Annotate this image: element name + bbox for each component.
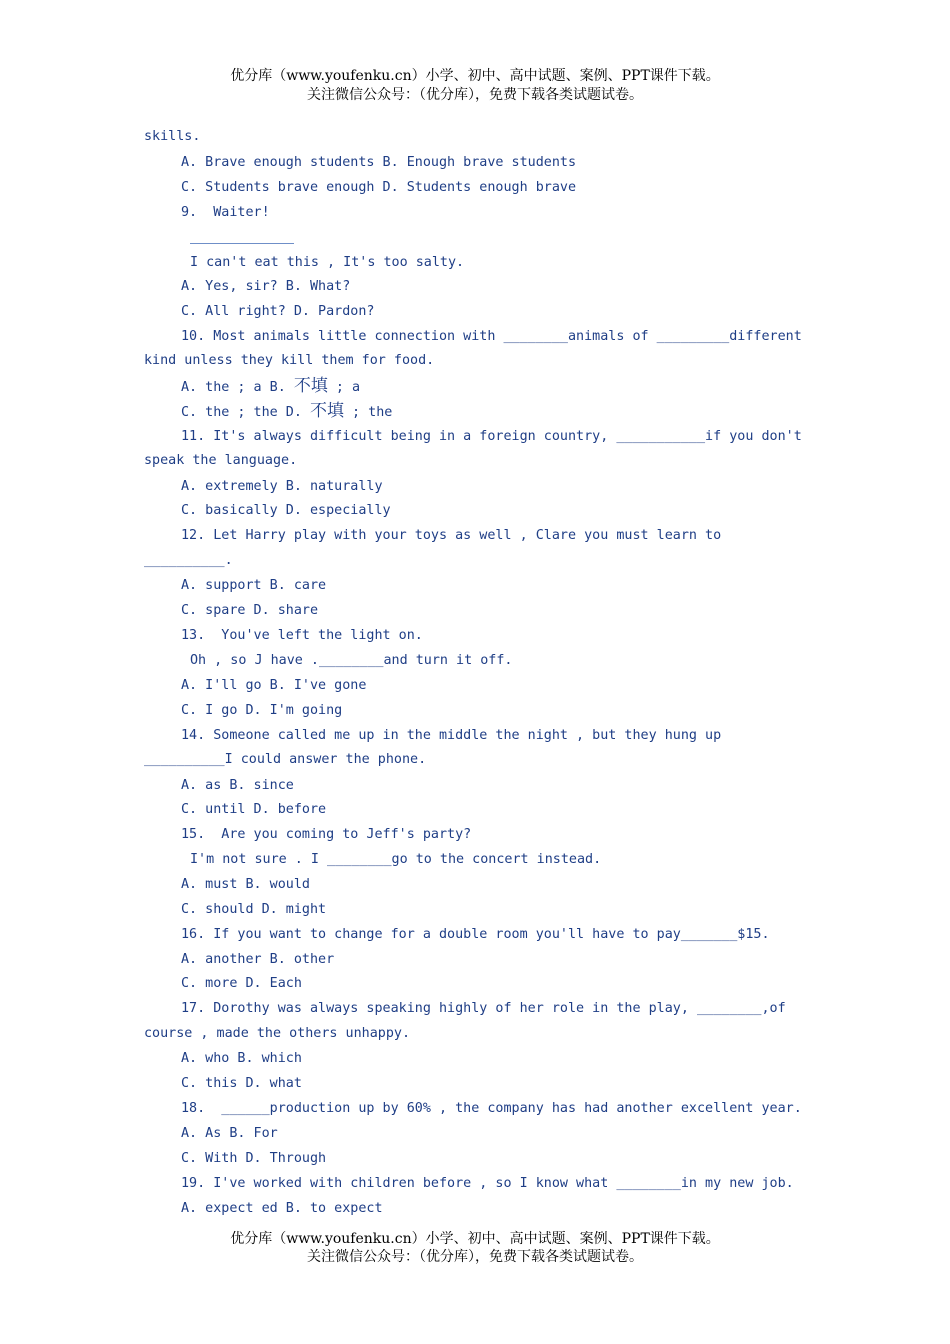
question-10: 10. Most animals little connection with ________animals of _________different: [181, 329, 802, 344]
option-text-cjk: 不填: [310, 401, 344, 421]
question-11: 11. It's always difficult being in a foreign country, ___________if you don't: [181, 429, 802, 444]
question-15: 15. Are you coming to Jeff's party?: [181, 827, 472, 842]
option-line: C. I go D. I'm going: [181, 703, 343, 718]
option-line: C. All right? D. Pardon?: [181, 304, 375, 319]
footer-line-2: 关注微信公众号：（优分库），免费下载各类试题试卷。: [307, 1249, 643, 1265]
option-line: A. expect ed B. to expect: [181, 1201, 383, 1216]
option-line: [181, 402, 392, 422]
header-line-1: 优分库（www.youfenku.cn）小学、初中、高中试题、案例、PPT课件下载。: [230, 68, 720, 84]
dialogue-line: I can't eat this , It's too salty.: [190, 255, 465, 270]
text-line: __________I could answer the phone.: [144, 752, 427, 767]
option-line: C. spare D. share: [181, 603, 319, 618]
question-13: 13. You've left the light on.: [181, 628, 423, 643]
option-line: C. Students brave enough D. Students enough brave: [181, 180, 577, 195]
option-line: A. As B. For: [181, 1126, 278, 1141]
text-line: speak the language.: [144, 453, 298, 468]
option-line: A. another B. other: [181, 952, 335, 967]
text-line: kind unless they kill them for food.: [144, 353, 435, 368]
header-line-2: 关注微信公众号：（优分库），免费下载各类试题试卷。: [307, 87, 643, 103]
option-line: A. extremely B. naturally: [181, 479, 383, 494]
option-line: C. this D. what: [181, 1076, 302, 1091]
option-text: ; a: [327, 380, 361, 395]
question-12: 12. Let Harry play with your toys as well , Clare you must learn to: [181, 528, 722, 543]
text-line: skills.: [144, 129, 201, 144]
option-line: A. Yes, sir? B. What?: [181, 279, 351, 294]
option-text-cjk: 不填: [293, 376, 328, 396]
footer-line-1: 优分库（www.youfenku.cn）小学、初中、高中试题、案例、PPT课件下载。: [230, 1231, 720, 1247]
question-19: 19. I've worked with children before , so I know what ________in my new job.: [181, 1176, 794, 1191]
question-9: 9. Waiter!: [181, 205, 270, 220]
option-line: A. who B. which: [181, 1051, 302, 1066]
option-line: C. basically D. especially: [181, 503, 391, 518]
question-16: 16. If you want to change for a double room you'll have to pay_______$15.: [181, 927, 770, 942]
question-17: 17. Dorothy was always speaking highly of her role in the play, ________,of: [181, 1001, 786, 1016]
option-line: C. more D. Each: [181, 976, 302, 991]
answer-blank-line: [190, 243, 294, 244]
option-line: A. Brave enough students B. Enough brave students: [181, 155, 577, 170]
option-text: ; the: [344, 405, 393, 420]
question-14: 14. Someone called me up in the middle the night , but they hung up: [181, 728, 722, 743]
option-line: A. as B. since: [181, 778, 294, 793]
text-line: course , made the others unhappy.: [144, 1026, 411, 1041]
dialogue-line: Oh , so J have .________and turn it off.: [190, 653, 513, 668]
option-line: [181, 377, 360, 397]
option-text: C. the ; the D.: [181, 405, 310, 420]
question-18: 18. ______production up by 60% , the company has had another excellent year.: [181, 1101, 802, 1116]
option-line: A. support B. care: [181, 578, 327, 593]
dialogue-line: I'm not sure . I ________go to the concert instead.: [190, 852, 602, 867]
option-text: A. the ; a B.: [181, 380, 294, 395]
option-line: C. until D. before: [181, 802, 327, 817]
option-line: C. With D. Through: [181, 1151, 327, 1166]
option-line: A. must B. would: [181, 877, 310, 892]
option-line: C. should D. might: [181, 902, 327, 917]
option-line: A. I'll go B. I've gone: [181, 678, 367, 693]
text-line: __________.: [144, 553, 233, 568]
